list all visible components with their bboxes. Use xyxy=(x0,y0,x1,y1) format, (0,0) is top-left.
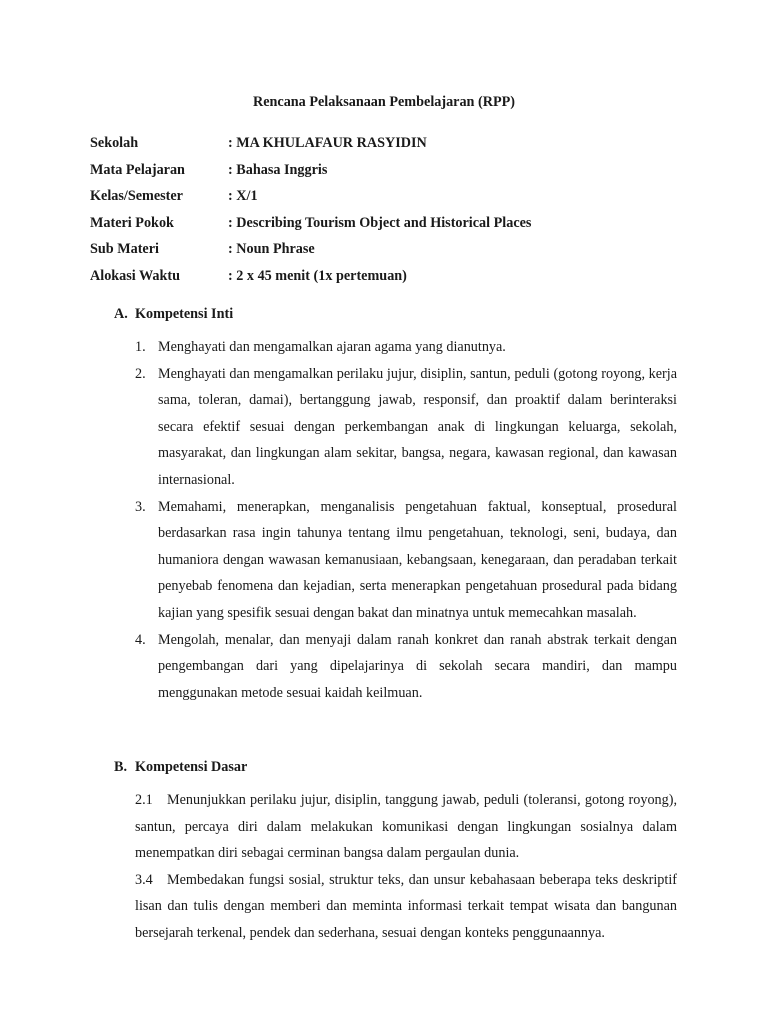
kompetensi-dasar-list xyxy=(135,787,677,947)
info-value: : Describing Tourism Object and Historical Places xyxy=(228,214,531,232)
list-item xyxy=(135,867,677,947)
list-text: Memahami, menerapkan, menganalisis pengetahuan faktual, konseptual, prosedural berdasarkan rasa ingin tahunya tentang ilmu pengetahuan, teknologi, seni, budaya, dan humaniora dengan wawasan kemanusiaan, kebangsaan, kenegaraan, dan peradaban terkait penyebab fenomena dan kejadian, serta menerapkan pengetahuan prosedural pada bidang kajian yang spesifik sesuai dengan bakat dan minatnya untuk memecahkan masalah. xyxy=(158,498,677,621)
list-number: 4. xyxy=(135,631,146,648)
info-label: Sub Materi xyxy=(90,241,159,257)
list-text: Menunjukkan perilaku jujur, disiplin, tanggung jawab, peduli (toleransi, gotong royong), santun, percaya diri dalam melakukan komunikasi dengan lingkungan sosialnya dalam menempatkan diri sebagai cerminan bangsa dalam pergaulan dunia. xyxy=(135,792,677,862)
info-row-materi-pokok xyxy=(90,214,531,241)
list-item xyxy=(135,787,677,867)
info-label: Alokasi Waktu xyxy=(90,267,181,284)
list-text: Menghayati dan mengamalkan perilaku jujur, disiplin, santun, peduli (gotong royong, kerja sama, toleran, damai), bertanggung jawab, responsif, dan proaktif dalam berinteraksi secara efektif sesuai dengan perkembangan anak di lingkungan keluarga, sekolah, masyarakat, dan lingkungan alam sekitar, bangsa, negara, kawasan regional, dan kawasan internasional. xyxy=(158,365,677,488)
list-item xyxy=(135,361,677,494)
info-value: : 2 x 45 menit (1x pertemuan) xyxy=(228,267,407,285)
list-item xyxy=(135,334,677,361)
info-row-kelas-semester xyxy=(90,187,531,214)
section-title: Kompetensi Dasar xyxy=(135,759,248,775)
section-title: Kompetensi Inti xyxy=(135,306,234,322)
section-letter: A. xyxy=(114,306,128,322)
info-row-mata-pelajaran xyxy=(90,161,531,188)
list-number: 2.1 xyxy=(135,792,153,808)
document-title: Rencana Pelaksanaan Pembelajaran (RPP) xyxy=(252,94,516,110)
list-number: 2. xyxy=(135,365,146,382)
kompetensi-inti-list xyxy=(135,334,677,706)
info-row-sekolah xyxy=(90,134,531,161)
info-value: : MA KHULAFAUR RASYIDIN xyxy=(228,134,427,152)
list-text: Membedakan fungsi sosial, struktur teks, dan unsur kebahasaan beberapa teks deskriptif lisan dan tulis dengan memberi dan meminta informasi terkait tempat wisata dan bangunan bersejarah terkenal, pendek dan sederhana, sesuai dengan konteks penggunaannya. xyxy=(135,871,677,941)
info-row-alokasi-waktu xyxy=(90,267,531,294)
list-number: 3.4 xyxy=(135,871,153,888)
list-text: Mengolah, menalar, dan menyaji dalam ranah konkret dan ranah abstrak terkait dengan pengembangan dari yang dipelajarinya di sekolah secara mandiri, dan mampu menggunakan metode sesuai kaidah keilmuan. xyxy=(158,631,677,701)
list-number: 3. xyxy=(135,498,146,515)
info-value: : X/1 xyxy=(228,187,258,205)
info-label: Materi Pokok xyxy=(90,214,174,231)
section-a-heading xyxy=(114,306,233,323)
info-label: Mata Pelajaran xyxy=(90,161,185,178)
info-value: : Bahasa Inggris xyxy=(228,161,327,179)
info-label: Kelas/Semester xyxy=(90,188,183,204)
section-b-heading xyxy=(114,759,247,776)
info-table xyxy=(90,134,531,293)
info-row-sub-materi xyxy=(90,240,531,267)
list-item xyxy=(135,494,677,627)
info-label: Sekolah xyxy=(90,135,139,151)
list-number: 1. xyxy=(135,339,146,355)
info-value: : Noun Phrase xyxy=(228,240,315,258)
section-letter: B. xyxy=(114,759,128,775)
list-item xyxy=(135,627,677,707)
list-text: Menghayati dan mengamalkan ajaran agama yang dianutnya. xyxy=(158,339,506,355)
